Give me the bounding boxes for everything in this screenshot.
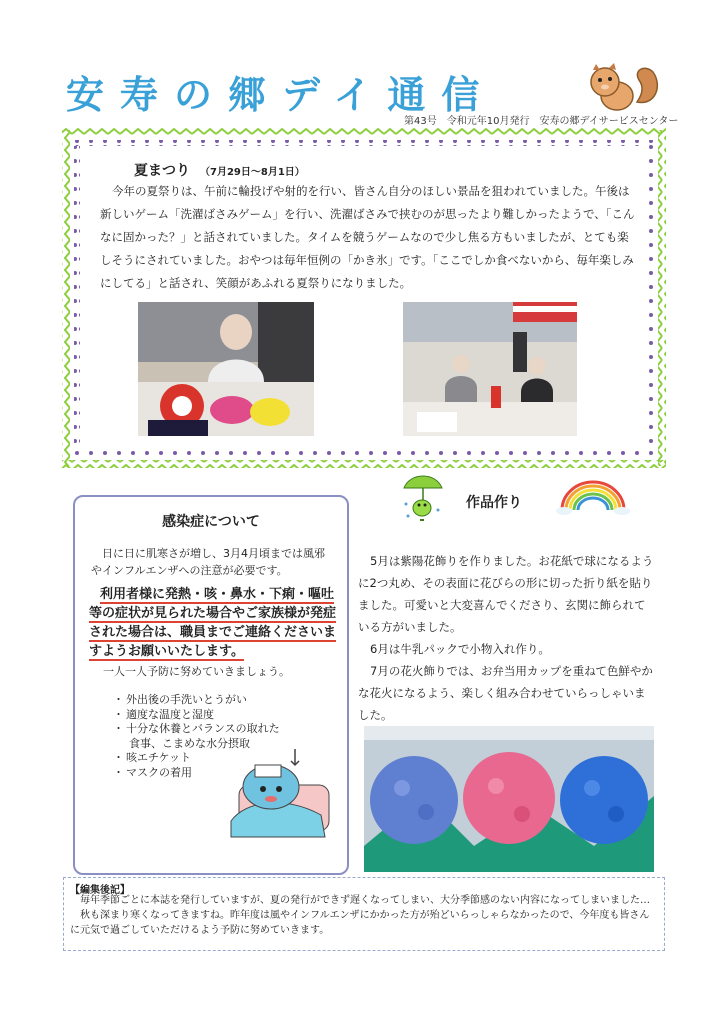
list-item: 食事、こまめな水分摂取 [129, 736, 250, 750]
editors-note-box [63, 877, 665, 951]
list-item: ・ 咳エチケット [113, 751, 280, 766]
newsletter-title: 安寿の郷デイ通信 [66, 73, 496, 117]
editors-note-paragraph-1: 毎年季節ごとに本誌を発行していますが、夏の発行ができず遅くなってしまい、大分季節感のない内容になってしまいました… [80, 895, 650, 906]
rainbow-illustration [556, 476, 630, 516]
natsumatsuri-heading [134, 160, 305, 180]
infection-notice-request-text: 利用者様に発熱・咳・鼻水・下痢・嘔吐等の症状が見られた場合やご家族様が発症された場合は、職員までご連絡くださいますようお願いいたします。 [89, 587, 337, 659]
summer-festival-photo-2 [403, 302, 577, 436]
crafts-title: 作品作り [466, 495, 522, 511]
editors-note-label: 【編集後記】 [70, 885, 130, 896]
infection-notice-prevention: 一人一人予防に努めていきましょう。 [103, 665, 290, 678]
infection-notice-request [89, 585, 339, 661]
summer-festival-photo-1 [138, 302, 314, 436]
crafts-paragraph-july: 7月の花火飾りでは、お弁当用カップを重ねて色鮮やかな花火になるよう、楽しく組み合わせていらっしゃいました。 [358, 664, 653, 722]
issue-info: 第43号 令和元年10月発行 安寿の郷デイサービスセンター [404, 116, 679, 127]
natsumatsuri-dates: （7月29日～8月1日） [200, 167, 305, 178]
crafts-paragraph-may: 5月は紫陽花飾りを作りました。お花紙で球になるように2つ丸め、その表面に花びらの形に切った折り紙を貼りました。可愛いと大変喜んでくださり、玄関に飾られている方がいました。 [358, 554, 654, 634]
editors-note-paragraph-2: 秋も深まり寒くなってきますね。昨年度は風やインフルエンザにかかった方が殆どいらっしゃらなかったので、今年度も皆さんに元気で過ごしていただけるよう予防に努めていきます。 [70, 910, 650, 936]
natsumatsuri-title: 夏まつり [134, 163, 190, 179]
frog-umbrella-illustration [400, 470, 446, 526]
sick-mascot-illustration [225, 745, 335, 841]
infection-notice-title: 感染症について [162, 514, 260, 530]
crafts-body [358, 550, 654, 726]
infection-notice-box [73, 495, 349, 875]
list-item: ・ 十分な休養とバランスの取れた [113, 722, 280, 737]
list-item: ・ 外出後の手洗いとうがい [113, 693, 280, 708]
natsumatsuri-body: 今年の夏祭りは、午前に輪投げや射的を行い、皆さん自分のほしい景品を狙われていました。午後は新しいゲーム「洗濯ばさみゲーム」を行い、洗濯ばさみで挟むのが思ったより難しかったようで、「こんなに固かった？」と話されていました。タイムを競うゲームなので少し焦る方もいましたが、とても楽しそうにされていました。おやつは毎年恒例の「かき氷」です。「ここでしか食べないから、毎年楽しみにしてる」と話され、笑顔があふれる夏祭りになりました。 [100, 184, 635, 290]
list-item: ・ マスクの着用 [113, 766, 280, 781]
infection-notice-intro: 日に日に肌寒さが増し、3月4月頃までは風邪やインフルエンザへの注意が必要です。 [91, 547, 325, 577]
hydrangea-craft-photo [364, 726, 654, 872]
crafts-paragraph-june: 6月は牛乳パックで小物入れ作り。 [370, 642, 550, 656]
editors-note-body [70, 893, 658, 938]
list-item: ・ 適度な温度と湿度 [113, 708, 280, 723]
